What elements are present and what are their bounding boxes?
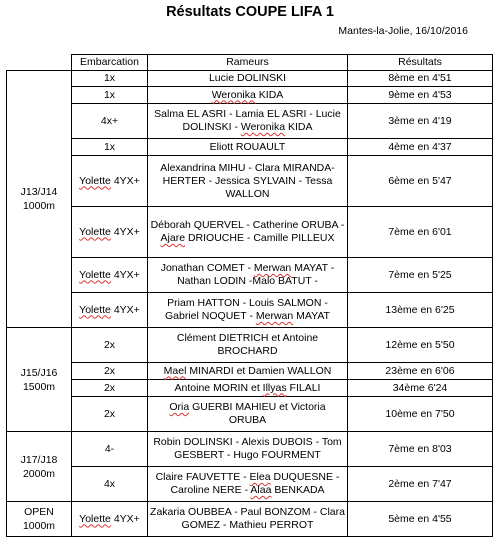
table-row <box>7 397 493 432</box>
boat-cell: Yolette 4YX+ <box>72 156 148 207</box>
result-cell: 7ème en 5'25 <box>348 258 493 293</box>
table-row <box>7 328 493 363</box>
category-distance: 2000m <box>22 467 56 480</box>
boat-cell: Yolette 4YX+ <box>72 293 148 328</box>
boat-cell: 4x+ <box>72 104 148 139</box>
category-distance: 1500m <box>22 380 56 393</box>
table-header-row <box>7 55 493 71</box>
boat-cell: 1x <box>72 71 148 87</box>
header-embarcation: Embarcation <box>72 55 148 71</box>
category-label: J17/J18 <box>20 453 58 466</box>
table-row <box>7 380 493 397</box>
table-row <box>7 502 493 537</box>
category-distance: 1000m <box>22 200 56 212</box>
boat-cell: Yolette 4YX+ <box>72 258 148 293</box>
rowers-cell: Mael MINARDI et Damien WALLON <box>148 363 348 380</box>
page-title: Résultats COUPE LIFA 1 <box>166 4 334 20</box>
result-cell: 6ème en 5'47 <box>348 156 493 207</box>
boat-cell: 2x <box>72 397 148 432</box>
rowers-cell: Jonathan COMET - Merwan MAYAT - Nathan LODIN -Malo BATUT - <box>148 258 348 293</box>
table-row <box>7 104 493 139</box>
table-row <box>7 363 493 380</box>
rowers-cell: Robin DOLINSKI - Alexis DUBOIS - Tom GESBERT - Hugo FOURMENT <box>148 432 348 467</box>
result-cell: 4ème en 4'37 <box>348 139 493 156</box>
result-cell: 13ème en 6'25 <box>348 293 493 328</box>
rowers-cell: Oria GUERBI MAHIEU et Victoria ORUBA <box>148 397 348 432</box>
table-body <box>7 71 493 537</box>
rowers-cell: Déborah QUERVEL - Catherine ORUBA - Ajare DRIOUCHE - Camille PILLEUX <box>148 207 348 258</box>
place-date: Mantes-la-Jolie, 16/10/2016 <box>338 25 468 37</box>
table-row <box>7 71 493 87</box>
category-label: OPEN <box>24 506 54 518</box>
category-label: J15/J16 <box>20 366 58 379</box>
rowers-cell: Claire FAUVETTE - Elea DUQUESNE - Caroline NERE - Alaa BENKADA <box>148 467 348 502</box>
boat-cell: Yolette 4YX+ <box>72 207 148 258</box>
rowers-cell: Weronika KIDA <box>148 87 348 104</box>
boat-cell: 1x <box>72 87 148 104</box>
result-cell: 23ème en 6'06 <box>348 363 493 380</box>
result-cell: 7ème en 8'03 <box>348 432 493 467</box>
results-table <box>6 54 493 537</box>
result-cell: 34ème 6'24 <box>348 380 493 397</box>
result-cell: 12ème en 5'50 <box>348 328 493 363</box>
boat-cell: 2x <box>72 380 148 397</box>
result-cell: 5ème en 4'55 <box>348 502 493 537</box>
table-row <box>7 467 493 502</box>
table-row <box>7 432 493 467</box>
category-cell <box>7 328 72 432</box>
table-row <box>7 156 493 207</box>
result-cell: 7ème en 6'01 <box>348 207 493 258</box>
rowers-cell: Salma EL ASRI - Lamia EL ASRI - Lucie DOLINSKI - Weronika KIDA <box>148 104 348 139</box>
header-rameurs: Rameurs <box>148 55 348 71</box>
rowers-cell: Lucie DOLINSKI <box>148 71 348 87</box>
rowers-cell: Clément DIETRICH et Antoine BROCHARD <box>148 328 348 363</box>
boat-cell: 1x <box>72 139 148 156</box>
result-cell: 8ème en 4'51 <box>348 71 493 87</box>
category-cell <box>7 502 72 537</box>
table-row <box>7 139 493 156</box>
boat-cell: 4- <box>72 432 148 467</box>
boat-cell: 2x <box>72 328 148 363</box>
table-row <box>7 293 493 328</box>
boat-cell: 4x <box>72 467 148 502</box>
result-cell: 9ème en 4'53 <box>348 87 493 104</box>
result-cell: 10ème en 7'50 <box>348 397 493 432</box>
table-row <box>7 258 493 293</box>
rowers-cell: Eliott ROUAULT <box>148 139 348 156</box>
table-row <box>7 87 493 104</box>
boat-cell: 2x <box>72 363 148 380</box>
boat-cell: Yolette 4YX+ <box>72 502 148 537</box>
category-label: J13/J14 <box>20 186 58 198</box>
category-distance: 1000m <box>22 520 56 532</box>
table-row <box>7 207 493 258</box>
rowers-cell: Priam HATTON - Louis SALMON - Gabriel NOQUET - Merwan MAYAT <box>148 293 348 328</box>
rowers-cell: Antoine MORIN et Illyas FILALI <box>148 380 348 397</box>
header-blank <box>7 55 72 71</box>
category-cell <box>7 71 72 328</box>
rowers-cell: Zakaria OUBBEA - Paul BONZOM - Clara GOMEZ - Mathieu PERROT <box>148 502 348 537</box>
category-cell <box>7 432 72 502</box>
header-resultats: Résultats <box>348 55 493 71</box>
rowers-cell: Alexandrina MIHU - Clara MIRANDA-HERTER - Jessica SYLVAIN - Tessa WALLON <box>148 156 348 207</box>
result-cell: 2ème en 7'47 <box>348 467 493 502</box>
result-cell: 3ème en 4'19 <box>348 104 493 139</box>
